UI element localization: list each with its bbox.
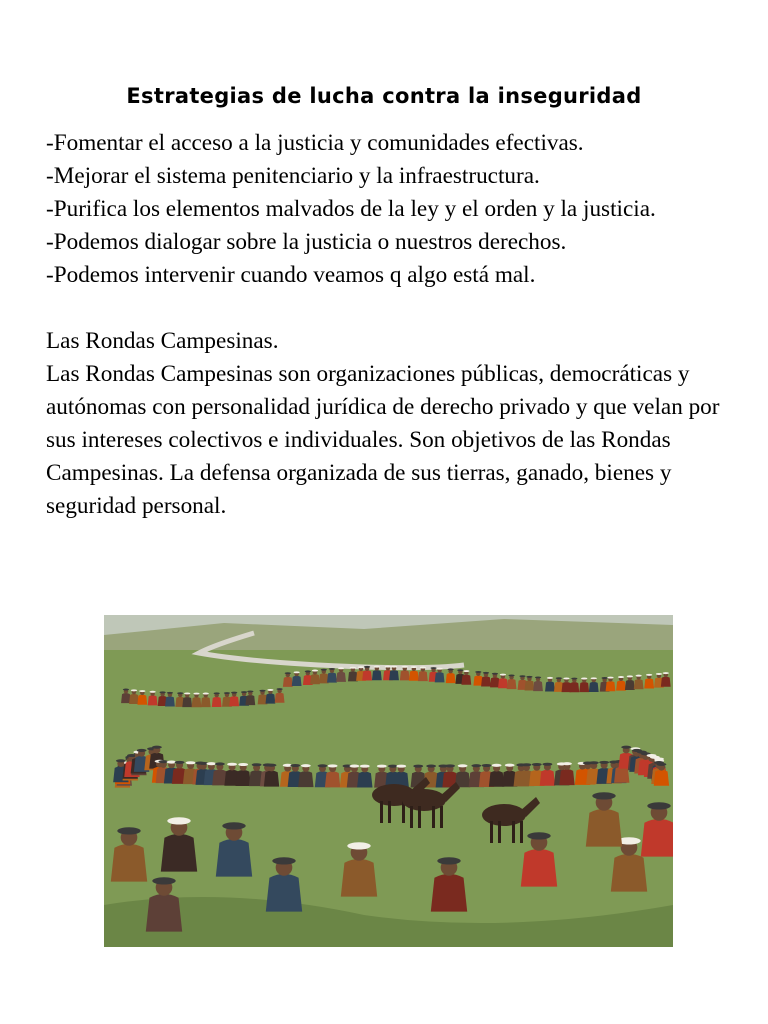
strategy-item-5: -Podemos intervenir cuando veamos q algo está mal. (46, 262, 536, 288)
paragraph-gap (46, 292, 726, 325)
strategy-item-3: -Purifica los elementos malvados de la ley y el orden y la justicia. (46, 196, 656, 222)
strategy-item-2: -Mejorar el sistema penitenciario y la infraestructura. (46, 163, 540, 189)
strategy-item-4: -Podemos dialogar sobre la justicia o nuestros derechos. (46, 229, 567, 255)
document-body (46, 127, 726, 523)
page-title: Estrategias de lucha contra la inseguridad (126, 84, 642, 108)
section-heading: Las Rondas Campesinas. (46, 328, 279, 354)
rondas-campesinas-photo (104, 615, 673, 947)
crowd-scene-illustration (104, 615, 673, 947)
strategy-item-1: -Fomentar el acceso a la justicia y comunidades efectivas. (46, 130, 584, 156)
section-body: Las Rondas Campesinas son organizaciones públicas, democráticas y autónomas con personalidad jurídica de derecho privado y que velan por sus intereses colectivos e individuales. Son objetivos de las Rondas Campesinas. La defensa organizada de sus tierras, ganado, bienes y seguridad personal. (46, 361, 720, 519)
